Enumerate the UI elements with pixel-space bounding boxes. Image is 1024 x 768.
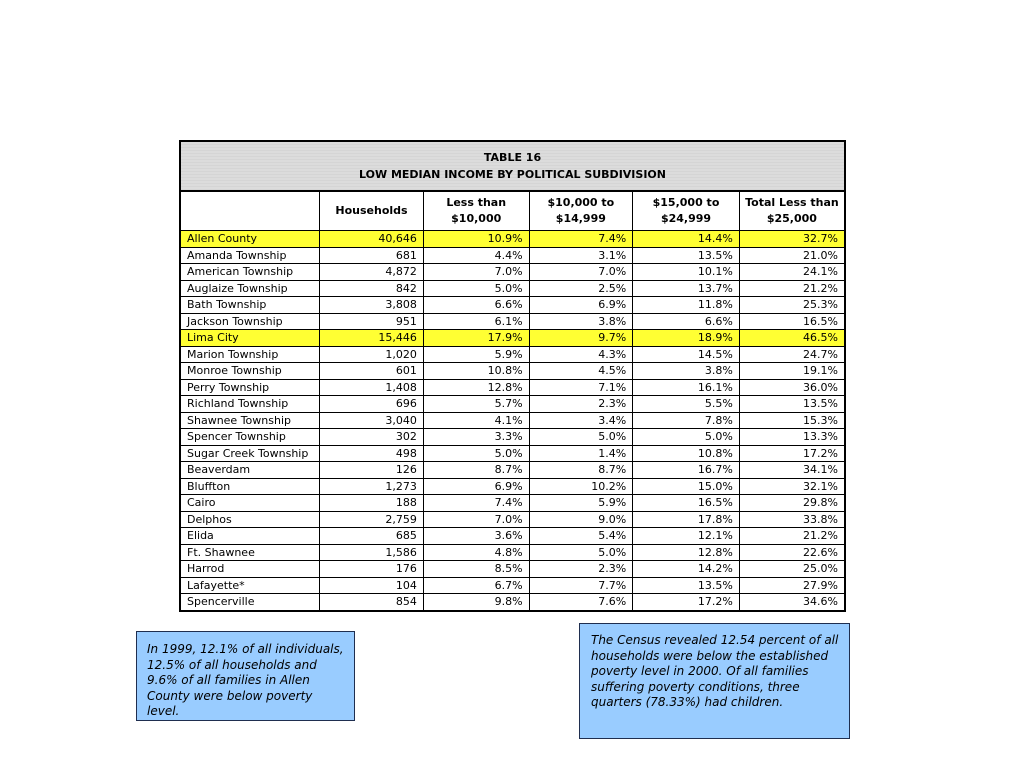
cell-subdivision: Harrod <box>181 561 320 578</box>
cell-less-than-10000: 5.9% <box>423 346 529 363</box>
cell-less-than-10000: 6.6% <box>423 297 529 314</box>
cell-10000-to-14999: 4.5% <box>529 363 633 380</box>
column-header-10000-to-14999: $10,000 to $14,999 <box>529 191 633 231</box>
cell-10000-to-14999: 3.4% <box>529 412 633 429</box>
cell-10000-to-14999: 3.1% <box>529 247 633 264</box>
cell-subdivision: American Township <box>181 264 320 281</box>
cell-subdivision: Richland Township <box>181 396 320 413</box>
note-line: The Census revealed 12.54 percent of all <box>591 633 839 647</box>
cell-less-than-10000: 10.8% <box>423 363 529 380</box>
cell-less-than-10000: 17.9% <box>423 330 529 347</box>
cell-subdivision: Perry Township <box>181 379 320 396</box>
cell-households: 685 <box>320 528 424 545</box>
cell-15000-to-24999: 3.8% <box>633 363 740 380</box>
table-body <box>181 231 844 610</box>
cell-total-less-than-25000: 21.0% <box>739 247 844 264</box>
cell-total-less-than-25000: 33.8% <box>739 511 844 528</box>
note-line: In 1999, 12.1% of all individuals, <box>147 642 344 656</box>
cell-households: 188 <box>320 495 424 512</box>
cell-10000-to-14999: 9.7% <box>529 330 633 347</box>
column-header-households: Households <box>320 191 424 231</box>
table-row <box>181 396 844 413</box>
cell-households: 681 <box>320 247 424 264</box>
cell-10000-to-14999: 2.3% <box>529 561 633 578</box>
table-row <box>181 346 844 363</box>
table-row <box>181 577 844 594</box>
cell-less-than-10000: 6.9% <box>423 478 529 495</box>
cell-less-than-10000: 6.1% <box>423 313 529 330</box>
cell-subdivision: Sugar Creek Township <box>181 445 320 462</box>
cell-total-less-than-25000: 16.5% <box>739 313 844 330</box>
cell-total-less-than-25000: 46.5% <box>739 330 844 347</box>
table-row <box>181 330 844 347</box>
cell-15000-to-24999: 14.2% <box>633 561 740 578</box>
cell-less-than-10000: 8.5% <box>423 561 529 578</box>
cell-subdivision: Delphos <box>181 511 320 528</box>
cell-less-than-10000: 3.6% <box>423 528 529 545</box>
cell-households: 4,872 <box>320 264 424 281</box>
cell-total-less-than-25000: 13.5% <box>739 396 844 413</box>
cell-15000-to-24999: 12.1% <box>633 528 740 545</box>
cell-10000-to-14999: 5.0% <box>529 429 633 446</box>
cell-10000-to-14999: 6.9% <box>529 297 633 314</box>
table-row <box>181 544 844 561</box>
cell-subdivision: Auglaize Township <box>181 280 320 297</box>
cell-subdivision: Bluffton <box>181 478 320 495</box>
cell-total-less-than-25000: 25.3% <box>739 297 844 314</box>
cell-subdivision: Beaverdam <box>181 462 320 479</box>
poverty-note-1999 <box>136 631 355 721</box>
cell-less-than-10000: 5.0% <box>423 280 529 297</box>
cell-households: 601 <box>320 363 424 380</box>
cell-15000-to-24999: 14.5% <box>633 346 740 363</box>
cell-subdivision: Shawnee Township <box>181 412 320 429</box>
cell-10000-to-14999: 4.3% <box>529 346 633 363</box>
note-line: households were below the established <box>591 648 829 663</box>
cell-10000-to-14999: 5.9% <box>529 495 633 512</box>
cell-subdivision: Elida <box>181 528 320 545</box>
cell-total-less-than-25000: 21.2% <box>739 280 844 297</box>
cell-less-than-10000: 3.3% <box>423 429 529 446</box>
cell-15000-to-24999: 10.8% <box>633 445 740 462</box>
cell-15000-to-24999: 14.4% <box>633 231 740 248</box>
column-header-15000-to-24999: $15,000 to $24,999 <box>633 191 740 231</box>
cell-less-than-10000: 7.0% <box>423 264 529 281</box>
table-title-row <box>181 142 844 191</box>
cell-households: 696 <box>320 396 424 413</box>
cell-subdivision: Spencerville <box>181 594 320 610</box>
cell-10000-to-14999: 2.5% <box>529 280 633 297</box>
note-line: 12.5% of all households and <box>147 657 317 672</box>
table-row <box>181 528 844 545</box>
cell-subdivision: Ft. Shawnee <box>181 544 320 561</box>
cell-less-than-10000: 4.1% <box>423 412 529 429</box>
cell-less-than-10000: 10.9% <box>423 231 529 248</box>
note-line: 9.6% of all families in Allen <box>147 673 310 687</box>
cell-10000-to-14999: 3.8% <box>529 313 633 330</box>
cell-10000-to-14999: 8.7% <box>529 462 633 479</box>
cell-total-less-than-25000: 32.7% <box>739 231 844 248</box>
cell-households: 1,586 <box>320 544 424 561</box>
table-row <box>181 231 844 248</box>
cell-households: 40,646 <box>320 231 424 248</box>
note-line: poverty level in 2000. Of all families <box>591 664 809 678</box>
table-title <box>181 142 844 191</box>
cell-households: 842 <box>320 280 424 297</box>
cell-total-less-than-25000: 29.8% <box>739 495 844 512</box>
cell-less-than-10000: 6.7% <box>423 577 529 594</box>
cell-10000-to-14999: 7.7% <box>529 577 633 594</box>
cell-total-less-than-25000: 24.7% <box>739 346 844 363</box>
cell-15000-to-24999: 6.6% <box>633 313 740 330</box>
cell-10000-to-14999: 5.4% <box>529 528 633 545</box>
table-row <box>181 313 844 330</box>
cell-15000-to-24999: 18.9% <box>633 330 740 347</box>
note-line: County were below poverty level. <box>147 688 313 718</box>
table-row <box>181 297 844 314</box>
cell-subdivision: Spencer Township <box>181 429 320 446</box>
cell-15000-to-24999: 17.2% <box>633 594 740 610</box>
cell-15000-to-24999: 13.7% <box>633 280 740 297</box>
table-row <box>181 363 844 380</box>
income-table-container <box>179 140 846 612</box>
cell-less-than-10000: 9.8% <box>423 594 529 610</box>
cell-households: 1,408 <box>320 379 424 396</box>
cell-15000-to-24999: 16.1% <box>633 379 740 396</box>
cell-total-less-than-25000: 36.0% <box>739 379 844 396</box>
cell-less-than-10000: 7.4% <box>423 495 529 512</box>
cell-less-than-10000: 8.7% <box>423 462 529 479</box>
cell-households: 1,020 <box>320 346 424 363</box>
cell-subdivision: Amanda Township <box>181 247 320 264</box>
cell-total-less-than-25000: 32.1% <box>739 478 844 495</box>
cell-10000-to-14999: 10.2% <box>529 478 633 495</box>
table-row <box>181 264 844 281</box>
cell-10000-to-14999: 7.0% <box>529 264 633 281</box>
cell-total-less-than-25000: 22.6% <box>739 544 844 561</box>
cell-total-less-than-25000: 25.0% <box>739 561 844 578</box>
cell-subdivision: Marion Township <box>181 346 320 363</box>
cell-households: 126 <box>320 462 424 479</box>
cell-15000-to-24999: 12.8% <box>633 544 740 561</box>
cell-less-than-10000: 5.7% <box>423 396 529 413</box>
cell-households: 3,040 <box>320 412 424 429</box>
cell-15000-to-24999: 5.0% <box>633 429 740 446</box>
cell-total-less-than-25000: 27.9% <box>739 577 844 594</box>
cell-households: 302 <box>320 429 424 446</box>
table-row <box>181 412 844 429</box>
cell-15000-to-24999: 5.5% <box>633 396 740 413</box>
cell-households: 1,273 <box>320 478 424 495</box>
table-caption: LOW MEDIAN INCOME BY POLITICAL SUBDIVISION <box>359 168 666 181</box>
cell-15000-to-24999: 13.5% <box>633 247 740 264</box>
table-row <box>181 247 844 264</box>
table-row <box>181 495 844 512</box>
table-row <box>181 561 844 578</box>
table-row <box>181 462 844 479</box>
cell-subdivision: Cairo <box>181 495 320 512</box>
note-line: suffering poverty conditions, three <box>591 679 800 694</box>
cell-10000-to-14999: 7.4% <box>529 231 633 248</box>
cell-subdivision: Jackson Township <box>181 313 320 330</box>
cell-15000-to-24999: 15.0% <box>633 478 740 495</box>
cell-15000-to-24999: 16.7% <box>633 462 740 479</box>
cell-10000-to-14999: 7.6% <box>529 594 633 610</box>
cell-15000-to-24999: 13.5% <box>633 577 740 594</box>
cell-10000-to-14999: 9.0% <box>529 511 633 528</box>
cell-subdivision: Lafayette* <box>181 577 320 594</box>
poverty-note-2000-census <box>579 623 850 739</box>
table-row <box>181 379 844 396</box>
cell-total-less-than-25000: 13.3% <box>739 429 844 446</box>
column-header-less-than-10000: Less than $10,000 <box>423 191 529 231</box>
cell-households: 854 <box>320 594 424 610</box>
cell-less-than-10000: 4.8% <box>423 544 529 561</box>
cell-subdivision: Allen County <box>181 231 320 248</box>
cell-15000-to-24999: 10.1% <box>633 264 740 281</box>
cell-less-than-10000: 7.0% <box>423 511 529 528</box>
cell-subdivision: Lima City <box>181 330 320 347</box>
cell-subdivision: Monroe Township <box>181 363 320 380</box>
cell-10000-to-14999: 7.1% <box>529 379 633 396</box>
low-median-income-table <box>181 142 844 610</box>
cell-total-less-than-25000: 17.2% <box>739 445 844 462</box>
cell-households: 3,808 <box>320 297 424 314</box>
cell-households: 951 <box>320 313 424 330</box>
table-row <box>181 445 844 462</box>
cell-15000-to-24999: 16.5% <box>633 495 740 512</box>
cell-households: 104 <box>320 577 424 594</box>
cell-15000-to-24999: 11.8% <box>633 297 740 314</box>
table-row <box>181 478 844 495</box>
cell-less-than-10000: 4.4% <box>423 247 529 264</box>
table-row <box>181 594 844 610</box>
column-header-total-less-than-25000: Total Less than $25,000 <box>739 191 844 231</box>
cell-total-less-than-25000: 34.6% <box>803 595 838 609</box>
table-row <box>181 429 844 446</box>
table-row <box>181 280 844 297</box>
cell-less-than-10000: 5.0% <box>423 445 529 462</box>
cell-10000-to-14999: 1.4% <box>529 445 633 462</box>
cell-households: 2,759 <box>320 511 424 528</box>
cell-households: 15,446 <box>320 330 424 347</box>
table-row <box>181 511 844 528</box>
cell-less-than-10000: 12.8% <box>423 379 529 396</box>
cell-subdivision: Bath Township <box>181 297 320 314</box>
table-header-row <box>181 191 844 231</box>
cell-households: 498 <box>320 445 424 462</box>
table-number: TABLE 16 <box>483 151 542 164</box>
cell-total-less-than-25000: 21.2% <box>739 528 844 545</box>
cell-10000-to-14999: 2.3% <box>529 396 633 413</box>
cell-total-less-than-25000: 15.3% <box>739 412 844 429</box>
cell-total-less-than-25000: 34.1% <box>739 462 844 479</box>
cell-10000-to-14999: 5.0% <box>529 544 633 561</box>
cell-total-less-than-25000: 19.1% <box>739 363 844 380</box>
cell-15000-to-24999: 7.8% <box>633 412 740 429</box>
cell-15000-to-24999: 17.8% <box>633 511 740 528</box>
column-header-subdivision <box>181 191 320 231</box>
note-line: quarters (78.33%) had children. <box>591 695 784 709</box>
cell-total-less-than-25000: 24.1% <box>739 264 844 281</box>
cell-households: 176 <box>320 561 424 578</box>
